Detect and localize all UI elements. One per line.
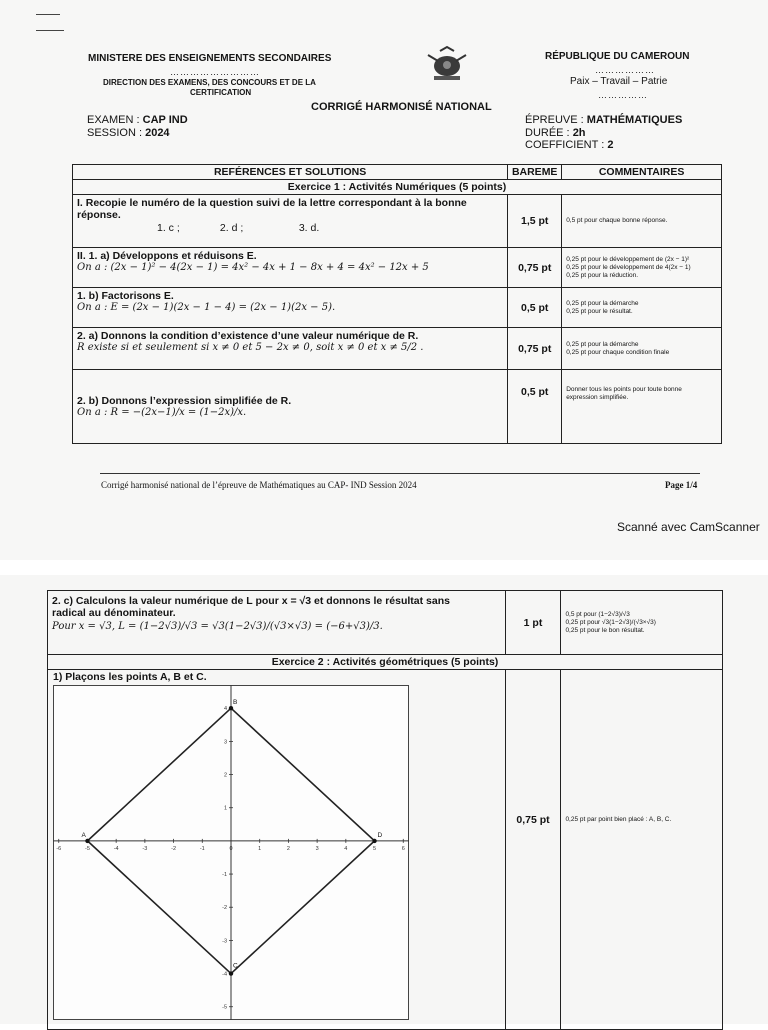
dotted-line: …………… [598, 90, 648, 100]
y-tick-label: 1 [223, 805, 227, 812]
question-text: 2. a) Donnons la condition d’existence d’une valeur numérique de R. [77, 330, 419, 342]
comment-text: 0,25 pt pour la démarche [566, 340, 639, 348]
table-row [73, 248, 722, 288]
comment-text: 0,5 pt pour chaque bonne réponse. [566, 217, 668, 224]
scan-mark [36, 14, 60, 15]
page-2 [0, 575, 768, 1024]
question-text: 2. c) Calculons la valeur numérique de L pour x = √3 et donnons le résultat sans [52, 595, 450, 607]
comment-text: expression simplifiée. [566, 394, 629, 401]
camscanner-watermark: Scanné avec CamScanner [617, 520, 760, 534]
points-value: 0,5 pt [508, 288, 562, 328]
solutions-table-2 [47, 590, 723, 1030]
point-label-c: C [233, 962, 238, 970]
epreuve-line: ÉPREUVE : MATHÉMATIQUES [525, 114, 683, 126]
scan-mark [36, 30, 64, 31]
comment-text: 0,25 pt pour chaque condition finale [566, 348, 670, 356]
points-value: 0,5 pt [508, 370, 562, 444]
x-tick-label: 6 [401, 845, 405, 852]
x-tick-label: -2 [171, 845, 177, 852]
coefficient-line: COEFFICIENT : 2 [525, 139, 614, 151]
table-row [73, 195, 722, 248]
solution-text: Pour x = √3, L = (1−2√3)/√3 = √3(1−2√3)/(√3×√3) = (−6+√3)/3. [52, 621, 383, 632]
points-value: 0,75 pt [505, 670, 561, 1030]
solution-text: R existe si et seulement si x ≠ 0 et 5 − 2x ≠ 0, soit x ≠ 0 et x ≠ 5/2 . [77, 342, 424, 353]
x-tick-label: -1 [199, 845, 205, 852]
duree-line: DURÉE : 2h [525, 127, 586, 139]
dotted-line: ……………… [595, 65, 655, 75]
solution-text: On a : R = −(2x−1)/x = (1−2x)/x. [77, 407, 247, 418]
page-number: Page 1/4 [665, 480, 698, 490]
comment-text: Donner tous les points pour toute bonne [566, 386, 682, 393]
x-tick-label: 2 [286, 845, 290, 852]
points-value: 0,75 pt [508, 328, 562, 370]
comment-text: 0,25 pt pour √3(1−2√3)/(√3×√3) [565, 618, 656, 626]
comment-text: 0,5 pt pour (1−2√3)/√3 [565, 610, 630, 618]
coordinate-graph [53, 685, 409, 1020]
comment-text: 0,25 pt pour la démarche [566, 299, 639, 307]
column-header-comments: COMMENTAIRES [562, 165, 722, 180]
question-text-2: réponse. [77, 209, 121, 221]
comment-text: 0,25 pt pour le développement de (2x − 1)² [566, 255, 690, 263]
x-tick-label: -5 [85, 845, 90, 852]
point-a [85, 839, 89, 843]
footer-rule [100, 473, 700, 474]
points-value: 1 pt [505, 591, 561, 655]
question-text: I. Recopie le numéro de la question suivi de la lettre correspondant à la bonne [77, 197, 467, 209]
table-row [73, 288, 722, 328]
x-tick-label: -6 [56, 845, 62, 852]
dotted-line: ……………………… [170, 67, 260, 77]
exercise-2-heading: Exercice 2 : Activités géométriques (5 points) [48, 655, 723, 670]
republic-name: RÉPUBLIQUE DU CAMEROUN [545, 51, 690, 62]
document-title: CORRIGÉ HARMONISÉ NATIONAL [311, 101, 492, 113]
solution-text: On a : (2x − 1)² − 4(2x − 1) = 4x² − 4x + 1 − 8x + 4 = 4x² − 12x + 5 [77, 262, 429, 273]
y-tick-label: -4 [222, 971, 227, 978]
session-line: SESSION : 2024 [87, 127, 170, 139]
y-tick-label: 3 [223, 739, 227, 746]
answer-item: 2. d ; [219, 222, 244, 234]
points-value: 1,5 pt [508, 195, 562, 248]
exercise-1-heading: Exercice 1 : Activités Numériques (5 points) [73, 180, 722, 195]
y-tick-label: -1 [222, 872, 227, 879]
solution-text: On a : E = (2x − 1)(2x − 1 − 4) = (2x − 1)(2x − 5). [77, 302, 336, 313]
x-tick-label: 5 [373, 845, 377, 852]
y-tick-label: -2 [222, 905, 227, 912]
direction-name: DIRECTION DES EXAMENS, DES CONCOURS ET DE LA [103, 78, 316, 87]
answer-item: 1. c ; [157, 222, 180, 234]
column-header-bareme: BAREME [508, 165, 562, 180]
x-tick-label: 0 [229, 845, 233, 852]
table-row [48, 591, 723, 655]
point-label-a: A [81, 831, 86, 839]
x-tick-label: -4 [113, 845, 119, 852]
point-label-d: D [377, 831, 383, 839]
ministry-name: MINISTERE DES ENSEIGNEMENTS SECONDAIRES [88, 53, 332, 64]
comment-text: 0,25 pt par point bien placé : A, B, C. [565, 816, 672, 823]
question-text: II. 1. a) Développons et réduisons E. [77, 250, 257, 262]
points-value: 0,75 pt [508, 248, 562, 288]
question-text: 1) Plaçons les points A, B et C. [53, 671, 207, 683]
point-b [229, 706, 233, 710]
coat-of-arms-icon [424, 45, 470, 83]
x-tick-label: 1 [258, 845, 262, 852]
question-text-2: radical au dénominateur. [52, 607, 176, 619]
question-text: 1. b) Factorisons E. [77, 290, 174, 302]
y-tick-label: -5 [222, 1004, 227, 1011]
comment-text: 0,25 pt pour le résultat. [566, 307, 633, 315]
x-tick-label: 4 [344, 845, 348, 852]
y-tick-label: 4 [223, 706, 227, 713]
column-header-references: REFÉRENCES ET SOLUTIONS [73, 165, 508, 180]
y-tick-label: -3 [222, 938, 227, 945]
table-row [73, 328, 722, 370]
table-row [48, 670, 723, 1030]
national-motto: Paix – Travail – Patrie [570, 76, 668, 87]
point-label-b: B [233, 699, 238, 707]
comment-text: 0,25 pt pour la réduction. [566, 271, 639, 279]
question-text: 2. b) Donnons l’expression simplifiée de R. [77, 395, 292, 407]
y-tick-label: 2 [223, 772, 227, 779]
comment-text: 0,25 pt pour le développement de 4(2x − 1) [566, 263, 691, 271]
comment-text: 0,25 pt pour le bon résultat. [565, 626, 645, 634]
answer-item: 3. d. [298, 222, 320, 234]
solutions-table [72, 164, 722, 444]
footer-text: Corrigé harmonisé national de l’épreuve de Mathématiques au CAP- IND Session 2024 [101, 480, 417, 490]
point-d [372, 839, 376, 843]
x-tick-label: 3 [315, 845, 319, 852]
table-row [73, 370, 722, 444]
direction-name-2: CERTIFICATION [190, 88, 252, 97]
point-c [229, 971, 233, 975]
exam-line: EXAMEN : CAP IND [87, 114, 188, 126]
x-tick-label: -3 [142, 845, 148, 852]
